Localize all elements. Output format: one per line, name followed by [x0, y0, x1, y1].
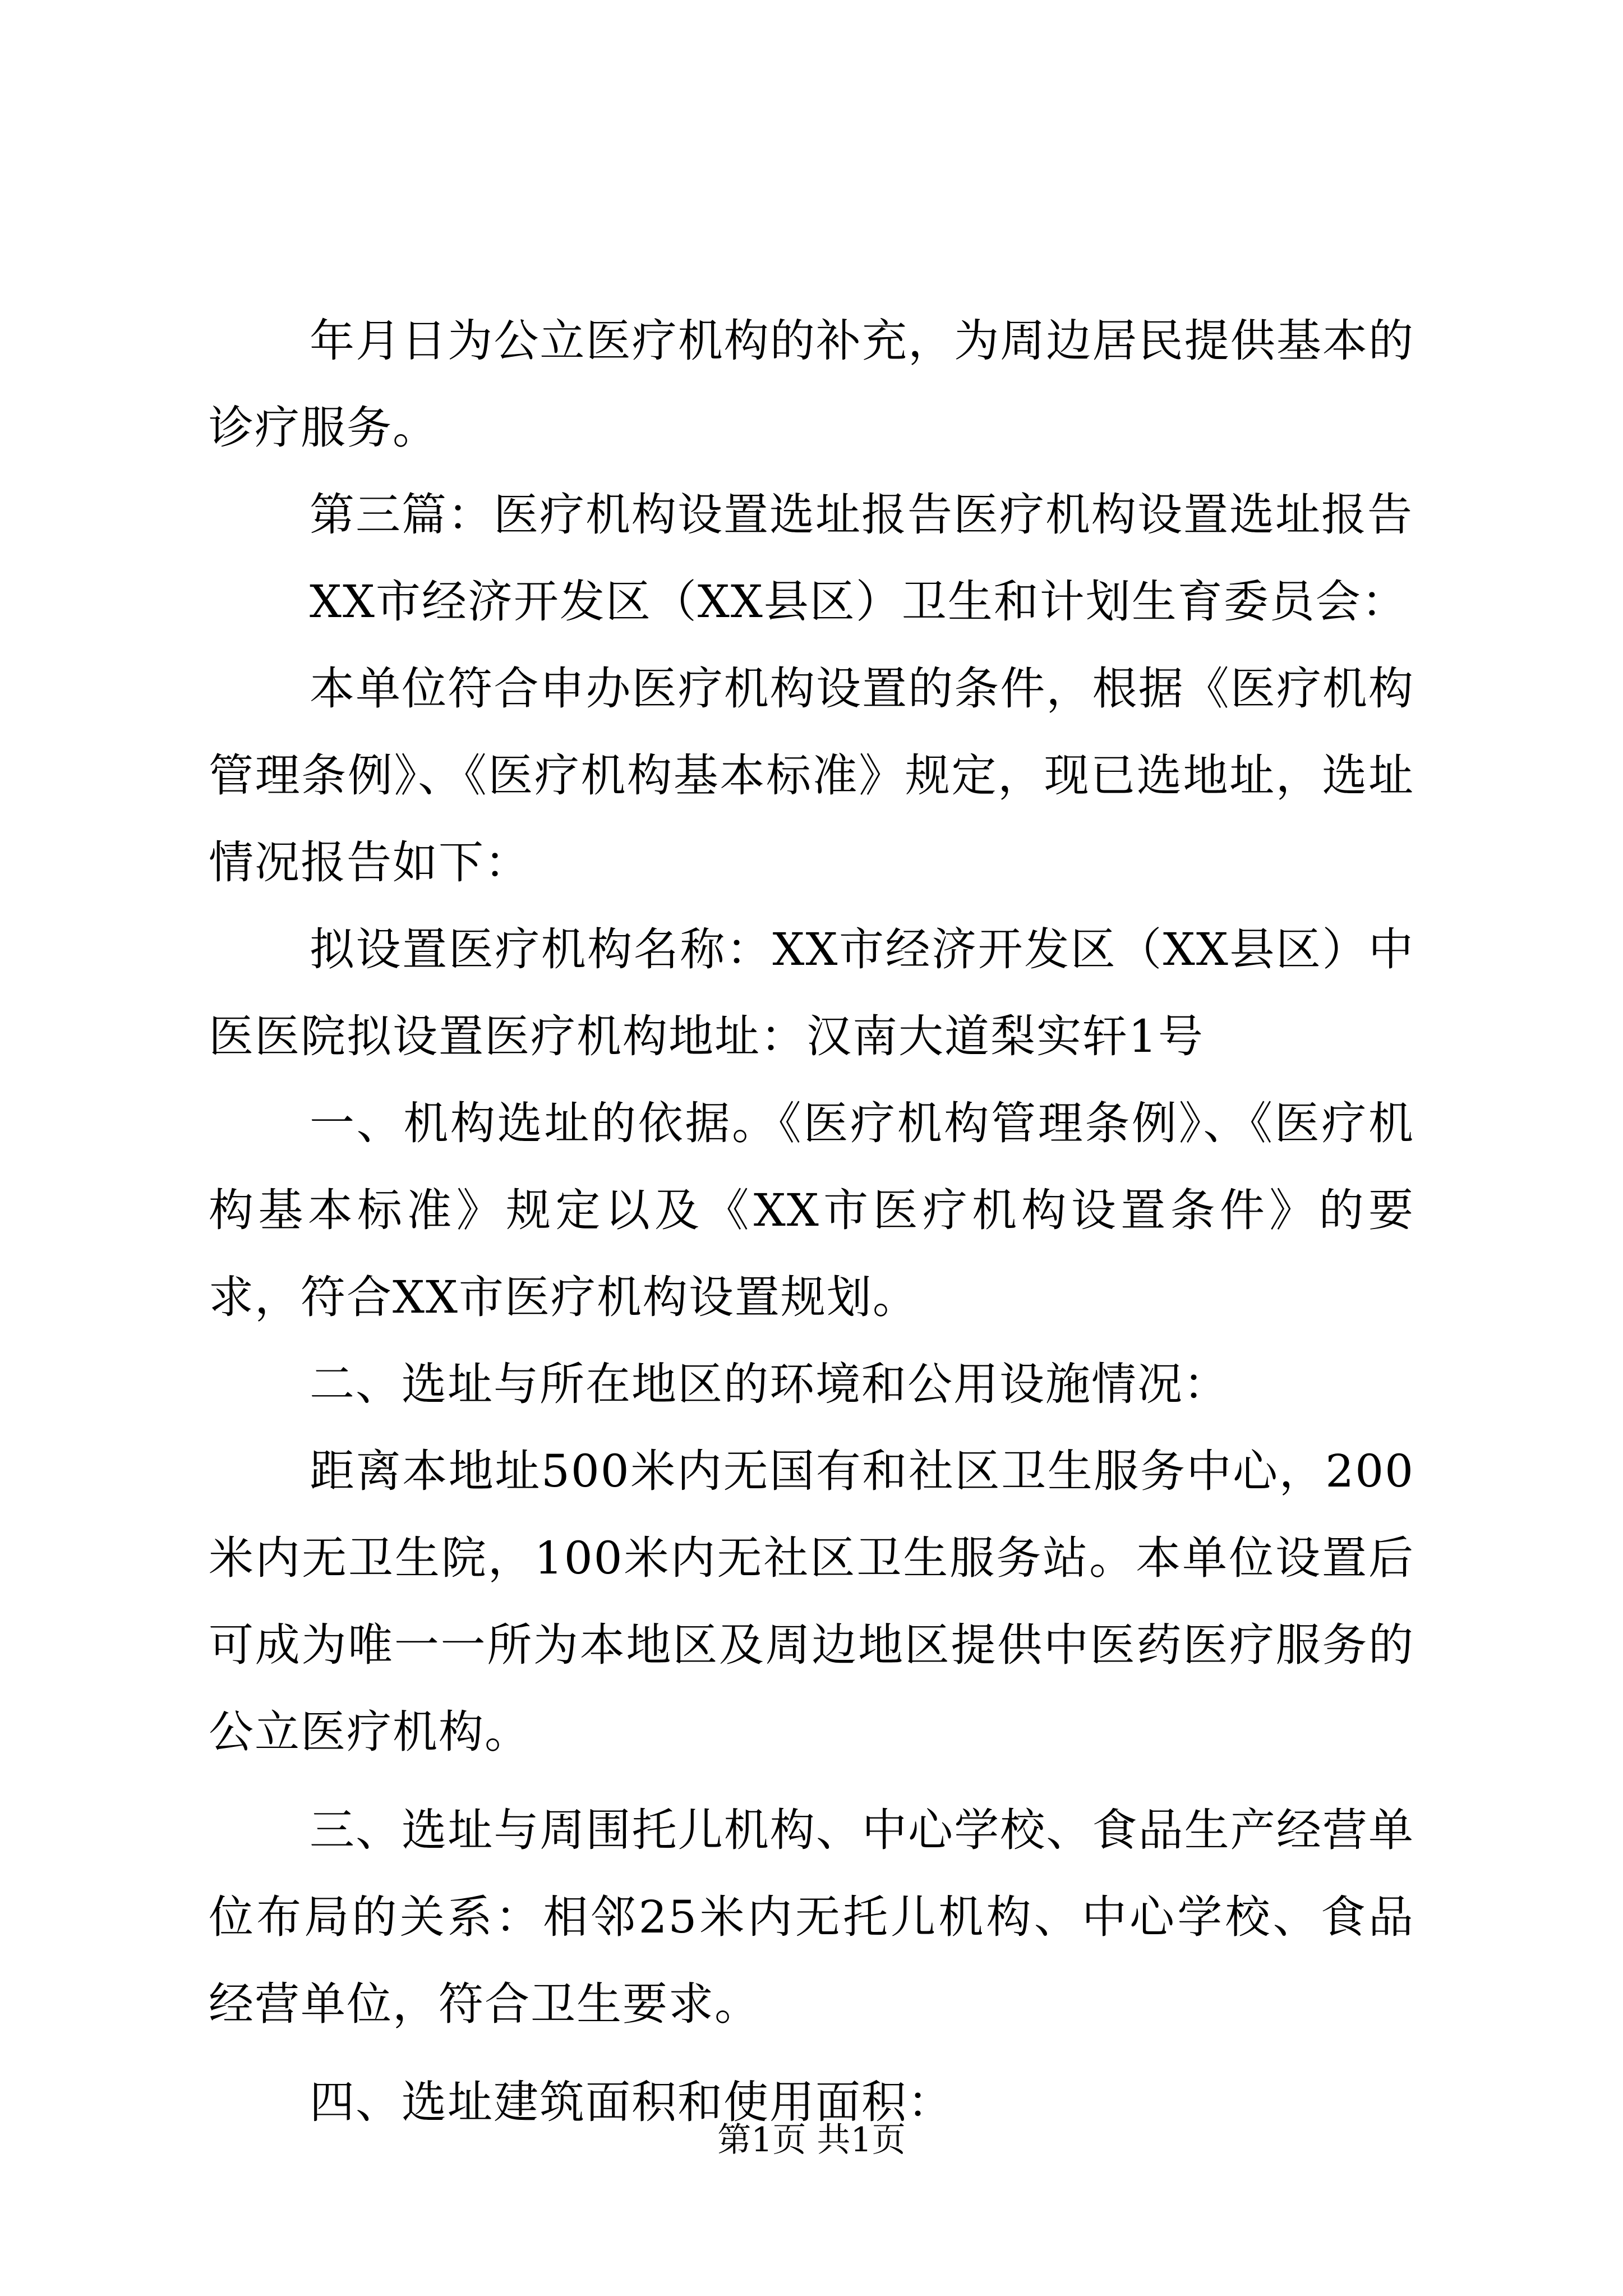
paragraph-10: 四、选址建筑面积和使用面积：	[310, 2076, 953, 2128]
paragraph-4: 本单位符合申办医疗机构设置的条件，根据《医疗机构管理条例》、《医疗机构基本标准》规定，现已选地址，选址情况报告如下：	[209, 662, 1414, 889]
paragraph-9: 三、选址与周围托儿机构、中心学校、食品生产经营单位布局的关系：相邻25米内无托儿机构、中心学校、食品经营单位，符合卫生要求。	[209, 1804, 1414, 2030]
paragraph-1: 年月日为公立医疗机构的补充，为周边居民提供基本的诊疗服务。	[209, 315, 1414, 454]
paragraph-3-addressee: XX市经济开发区（XX县区）卫生和计划生育委员会：	[310, 576, 1408, 628]
paragraph-5: 拟设置医疗机构名称：XX市经济开发区（XX县区）中医医院拟设置医疗机构地址：汉南大道梨实轩1号	[209, 923, 1414, 1062]
page-footer: 第1页 共1页	[717, 2120, 906, 2160]
paragraph-8: 距离本地址500米内无国有和社区卫生服务中心，200米内无卫生院，100米内无社区卫生服务站。本单位设置后可成为唯一一所为本地区及周边地区提供中医药医疗服务的公立医疗机构。	[209, 1445, 1414, 1758]
paragraph-7: 二、选址与所在地区的环境和公用设施情况：	[310, 1358, 1229, 1410]
paragraph-6: 一、机构选址的依据。《医疗机构管理条例》、《医疗机构基本标准》规定以及《XX市医疗机构设置条件》的要求，符合XX市医疗机构设置规划。	[209, 1097, 1414, 1323]
paragraph-2-heading: 第三篇：医疗机构设置选址报告医疗机构设置选址报告	[310, 489, 1413, 541]
document-body	[209, 297, 1414, 2146]
